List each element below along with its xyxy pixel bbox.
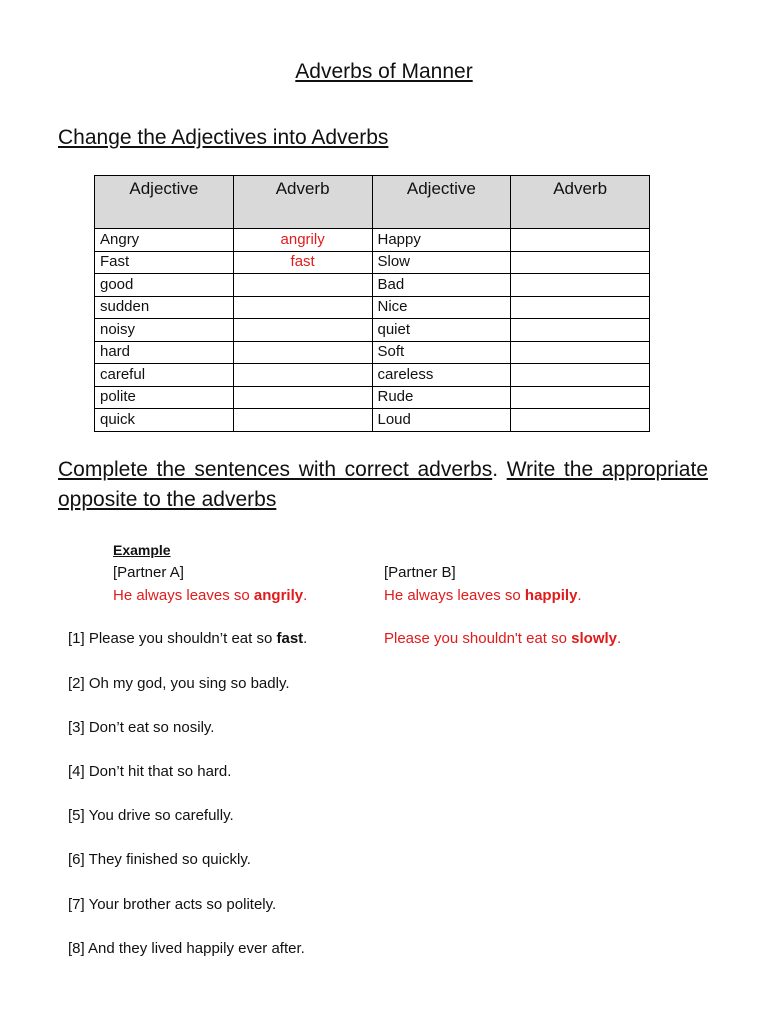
adjective-cell: Rude [372,386,511,409]
adjective-cell: noisy [95,319,234,342]
adjective-cell: Angry [95,229,234,252]
adjective-adverb-table [94,175,650,432]
adverb-cell [511,251,650,274]
instruction-separator: . [492,458,499,481]
adverb-cell [511,364,650,387]
adverb-cell [233,409,372,432]
adjective-cell: Happy [372,229,511,252]
table-row [95,386,650,409]
table-row [95,409,650,432]
answer-1-end: . [617,630,622,647]
adverb-cell [233,296,372,319]
sentence-6: [6] They finished so quickly. [68,851,251,868]
table-row [95,296,650,319]
table-header-row [95,176,650,229]
table-row [95,251,650,274]
adjective-cell: Nice [372,296,511,319]
adverb-cell [511,296,650,319]
adjective-cell: Fast [95,251,234,274]
header-adjective-2: Adjective [372,176,511,229]
table-row [95,319,650,342]
sentence-3: [3] Don’t eat so nosily. [68,719,215,736]
section-title-complete-sentences [58,455,708,515]
example-sentence-a [113,587,307,604]
adjective-cell: hard [95,341,234,364]
sentence-1-text: [1] Please you shouldn’t eat so [68,630,277,647]
adjective-cell: careless [372,364,511,387]
adjective-cell: polite [95,386,234,409]
adverb-cell [233,386,372,409]
adverb-cell: angrily [233,229,372,252]
adverb-cell [511,409,650,432]
example-a-text: He always leaves so [113,587,254,604]
adverb-cell [233,364,372,387]
answer-1-text: Please you shouldn't eat so [384,630,572,647]
example-a-bold: angrily [253,587,304,604]
partner-a-label: [Partner A] [113,564,184,581]
sentence-1 [68,630,307,647]
adverb-cell [511,341,650,364]
table-row [95,229,650,252]
table-row [95,274,650,297]
adjective-cell: Loud [372,409,511,432]
adjective-cell: careful [95,364,234,387]
example-b-text: He always leaves so [384,587,525,604]
header-adverb-1: Adverb [233,176,372,229]
adverb-cell [511,319,650,342]
example-b-end: . [577,587,582,604]
page-title: Adverbs of Manner [295,60,473,83]
sentence-5: [5] You drive so carefully. [68,807,234,824]
adverb-cell [511,274,650,297]
sentence-2: [2] Oh my god, you sing so badly. [68,675,290,692]
adverb-cell [233,274,372,297]
example-label: Example [113,542,171,558]
sentence-1-bold: fast [276,630,304,647]
sentence-8: [8] And they lived happily ever after. [68,940,305,957]
table-row [95,364,650,387]
header-adjective-1: Adjective [95,176,234,229]
adverb-cell [511,386,650,409]
sentence-7: [7] Your brother acts so politely. [68,896,277,913]
partner-b-label: [Partner B] [384,564,456,581]
sentence-1-answer [384,630,621,647]
adverb-cell [233,319,372,342]
adjective-cell: Bad [372,274,511,297]
adverb-cell: fast [233,251,372,274]
adjective-cell: Slow [372,251,511,274]
adjective-cell: good [95,274,234,297]
example-a-end: . [303,587,308,604]
adjective-cell: sudden [95,296,234,319]
adjective-cell: quiet [372,319,511,342]
adverb-cell [511,229,650,252]
header-adverb-2: Adverb [511,176,650,229]
sentence-4: [4] Don’t hit that so hard. [68,763,232,780]
adjective-cell: quick [95,409,234,432]
instruction-part1: Complete the sentences with correct adverbs [58,458,493,481]
table-row [95,341,650,364]
example-sentence-b [384,587,582,604]
example-b-bold: happily [524,587,578,604]
section-title-change-adjectives: Change the Adjectives into Adverbs [58,126,389,149]
adjective-cell: Soft [372,341,511,364]
sentence-1-end: . [303,630,308,647]
answer-1-bold: slowly [571,630,618,647]
instruction-part2: Write the appropriate opposite to the adverbs [58,458,708,511]
adverb-cell [233,341,372,364]
